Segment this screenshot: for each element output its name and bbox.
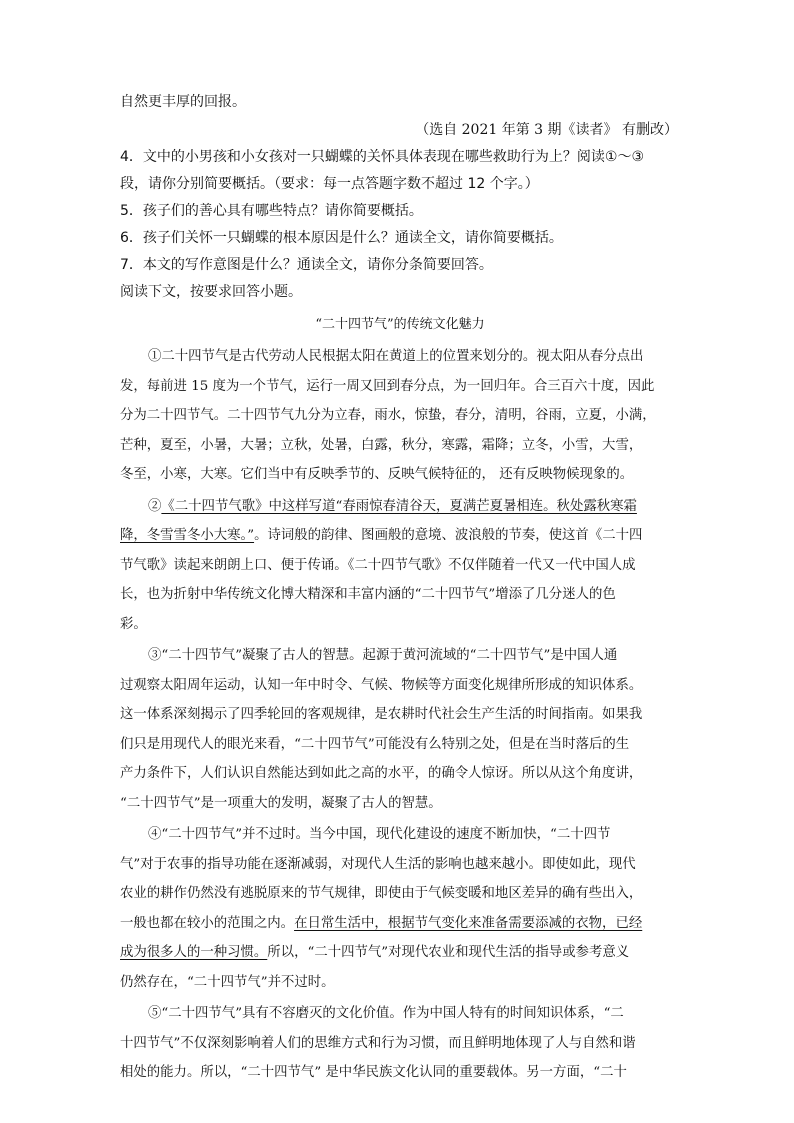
paragraph-text: 。诗词般的韵律、图画般的意境、波浪般的节奏，使这首《二十四 [254,528,643,543]
paragraph-2 [120,492,680,640]
paragraph-5 [120,999,680,1088]
paragraph-line: “二十四节气”是一项重大的发明，凝聚了古人的智慧。 [120,795,442,811]
paragraph-line: 冬至，小寒，大寒。它们当中有反映季节的、反映气候特征的， 还有反映物候现象的。 [120,467,634,482]
underlined-quote: 降，冬雪雪冬小大寒。” [120,528,255,543]
underlined-quote: 《二十四节气歌》中这样写道“春雨惊春清谷天，夏满芒夏暑相连。秋处露秋寒霜 [161,498,637,514]
paragraph-line: 们只是用现代人的眼光来看，“二十四节气”可能没有么特别之处，但是在当时落后的生 [120,736,630,752]
paragraph-line: 这一体系深刻揭示了四季轮回的客观规律，是农耕时代社会生产生活的时间指南。如果我 [120,707,643,722]
paragraph-text: 一般也都在较小的范围之内。 [120,915,295,931]
source-citation: （选自 2021 年第 3 期《读者》 有删改） [415,122,678,138]
paragraph-line: 彩。 [120,616,147,632]
paragraph-line [120,521,680,551]
paragraph-line: ⑤“二十四节气”具有不容磨灭的文化价值。作为中国人特有的时间知识体系，“二 [148,1006,624,1021]
paragraph-line: 节气歌》读起来朗朗上口、便于传诵。《二十四节气歌》不仅伴随着一代又一代中国人成 [120,557,636,573]
paragraph-line: 分为二十四节气。二十四节气九分为立春，雨水，惊蛰，春分，清明，谷雨，立夏，小满， [120,408,656,423]
paragraph-line: 产力条件下，人们认识自然能达到如此之高的水平，的确令人惊讶。所以从这个角度讲， [120,766,643,781]
paragraph-line: ④“二十四节气”并不过时。当今中国，现代化建设的速度不断加快，“二十四节 [148,827,611,842]
paragraph-line [120,909,680,939]
document-page [120,88,680,1090]
paragraph-line: 相处的能力。所以，“二十四节气” 是中华民族文化认同的重要载体。另一方面，“二十 [120,1065,627,1080]
paragraph-line: ③“二十四节气”凝聚了古人的智慧。起源于黄河流域的“二十四节气”是中国人通 [148,648,618,663]
article-title: “二十四节气”的传统文化魅力 [315,317,485,332]
underlined-sentence: 在日常生活中，根据节气变化来准备需要添减的衣物，已经 [294,915,643,931]
paragraph-line: 长，也为折射中华传统文化博大精深和丰富内涵的“二十四节气”增添了几分迷人的色 [120,587,616,602]
paragraph-line: 十四节气”不仅深刻影响着人们的思维方式和行为习惯，而且鲜明地体现了人与自然和谐 [120,1035,636,1051]
paragraph-line [120,938,680,968]
paragraph-line: 过观察太阳周年运动，认知一年中时令、气候、物候等方面变化规律所形成的知识体系。 [120,677,643,693]
question-4-line-1: 4．文中的小男孩和小女孩对一只蝴蝶的关怀具体表现在哪些救助行为上？阅读①～③ [120,149,645,165]
question-5: 5．孩子们的善心具有哪些特点？请你简要概括。 [120,203,423,219]
paragraph-line: 发，每前进 15 度为一个节气，运行一周又回到春分点，为一回归年。合三百六十度，因此 [120,378,655,394]
paragraph-line: 农业的耕作仍然没有逃脱原来的节气规律，即使由于气候变暖和地区差异的确有些出入， [120,886,643,901]
underlined-sentence: 成为很多人的一种习惯。 [120,945,268,960]
paragraph-line: 气”对于农事的指导功能在逐渐减弱，对现代人生活的影响也越来越小。即使如此，现代 [120,856,636,872]
paragraph-text: 所以，“二十四节气”对现代农业和现代生活的指导或参考意义 [267,945,630,960]
question-7: 7．本文的写作意图是什么？通读全文，请你分条简要回答。 [120,257,493,273]
paragraph-1 [120,342,680,490]
story-ending-line: 自然更丰厚的回报。 [120,94,246,110]
paragraph-line: 仍然存在，“二十四节气”并不过时。 [120,974,335,990]
paragraph-3 [120,641,680,818]
paragraph-4 [120,820,680,997]
paragraph-number: ② [148,498,162,514]
question-6: 6．孩子们关怀一只蝴蝶的根本原因是什么？通读全文，请你简要概括。 [120,230,563,246]
question-list [120,144,680,279]
paragraph-line [120,492,680,522]
paragraph-line: ①二十四节气是古代劳动人民根据太阳在黄道上的位置来划分的。视太阳从春分点出 [148,349,644,364]
paragraph-line: 芒种，夏至，小暑，大暑；立秋，处暑，白露，秋分，寒露，霜降；立冬，小雪，大雪， [120,437,643,453]
question-4-line-2: 段，请你分别简要概括。（要求：每一点答题字数不超过 12 个字。） [120,176,539,192]
reading-instruction: 阅读下文，按要求回答小题。 [120,284,302,300]
